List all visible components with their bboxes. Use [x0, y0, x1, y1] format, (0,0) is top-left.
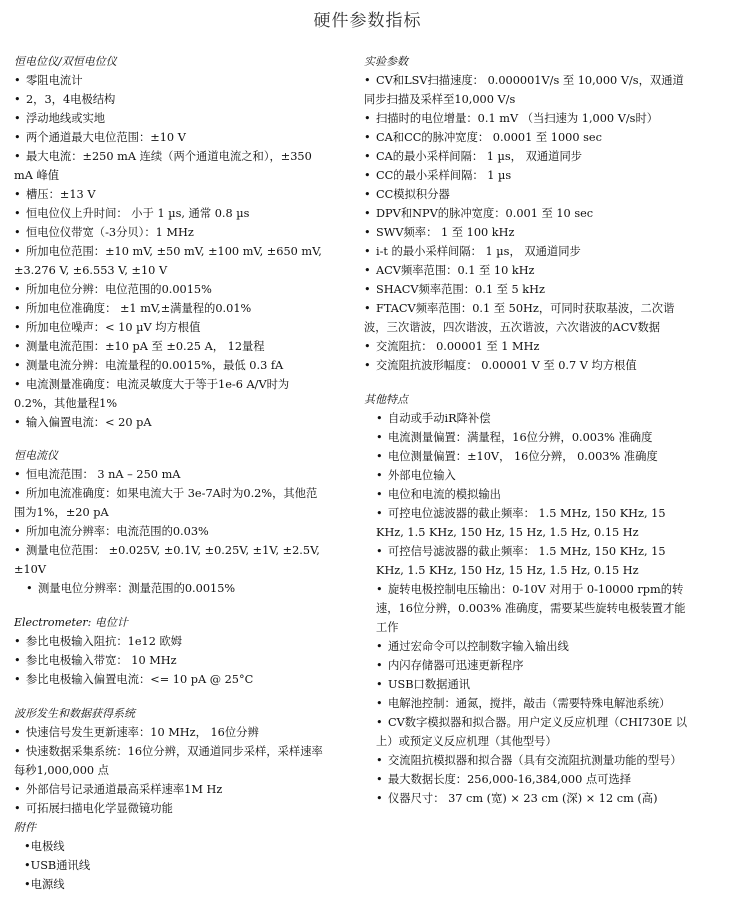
list-item: • SWV频率： 1 至 100 kHz: [364, 223, 688, 242]
list-item: • DPV和NPV的脉冲宽度：0.001 至 10 sec: [364, 204, 688, 223]
list-item: • 自动或手动iR降补偿: [364, 409, 688, 428]
list-item: • 可控信号滤波器的截止频率： 1.5 MHz, 150 KHz, 15 KHz, 1.5 KHz, 150 Hz, 15 Hz, 1.5 Hz, 0.15 Hz: [364, 542, 688, 580]
list-item: • 参比电极输入带宽： 10 MHz: [14, 651, 326, 670]
list-item: • 测量电位范围： ±0.025V, ±0.1V, ±0.25V, ±1V, ±2.5V, ±10V: [14, 541, 326, 579]
list-item: • CV数字模拟器和拟合器。用户定义反应机理（CHI730E 以上）或预定义反应机理（其他型号）: [364, 713, 688, 751]
list-item: • 所加电位噪声：< 10 µV 均方根值: [14, 318, 326, 337]
list-item: • 电解池控制：通氮，搅拌，敲击（需要特殊电解池系统）: [364, 694, 688, 713]
list-item: • 扫描时的电位增量：0.1 mV （当扫速为 1,000 V/s时）: [364, 109, 688, 128]
list-item: • 最大电流：±250 mA 连续（两个通道电流之和），±350 mA 峰值: [14, 147, 326, 185]
list-item: • 通过宏命令可以控制数字输入输出线: [364, 637, 688, 656]
section-heading-attachments: 附件: [14, 821, 36, 834]
list-item: • 浮动地线或实地: [14, 109, 326, 128]
right-column: [364, 52, 688, 808]
list-item: • 参比电极输入偏置电流：<= 10 pA @ 25°C: [14, 670, 326, 689]
list-item: • CA和CC的脉冲宽度： 0.0001 至 1000 sec: [364, 128, 688, 147]
list-item: • 恒电流范围： 3 nA – 250 mA: [14, 465, 326, 484]
list-item: • USB口数据通讯: [364, 675, 688, 694]
section-heading-electrometer: Electrometer: 电位计: [14, 616, 128, 629]
list-item: • 测量电流范围：±10 pA 至 ±0.25 A， 12量程: [14, 337, 326, 356]
list-item: • CC的最小采样间隔： 1 µs: [364, 166, 688, 185]
list-item: • 所加电位范围：±10 mV, ±50 mV, ±100 mV, ±650 mV, ±3.276 V, ±6.553 V, ±10 V: [14, 242, 326, 280]
section-heading-experiment-parameters: 实验参数: [364, 55, 408, 68]
list-item: • 交流阻抗： 0.00001 至 1 MHz: [364, 337, 688, 356]
list-item: • 仪器尺寸： 37 cm (宽) × 23 cm (深) × 12 cm (高): [364, 789, 688, 808]
list-item: • SHACV频率范围：0.1 至 5 kHz: [364, 280, 688, 299]
list-item: • CV和LSV扫描速度： 0.000001V/s 至 10,000 V/s，双通道同步扫描及采样至10,000 V/s: [364, 71, 688, 109]
list-item: • 可拓展扫描电化学显微镜功能: [14, 799, 326, 818]
list-item: • 输入偏置电流：< 20 pA: [14, 413, 326, 432]
list-item: • ACV频率范围：0.1 至 10 kHz: [364, 261, 688, 280]
list-item: • 交流阻抗模拟器和拟合器（具有交流阻抗测量功能的型号）: [364, 751, 688, 770]
list-item: • 所加电流准确度：如果电流大于 3e-7A时为0.2%，其他范围为1%，±20 pA: [14, 484, 326, 522]
list-item: • 旋转电极控制电压输出：0-10V 对用于 0-10000 rpm的转速，16位分辨，0.003% 准确度，需要某些旋转电极装置才能工作: [364, 580, 688, 637]
list-item: • 可控电位滤波器的截止频率： 1.5 MHz, 150 KHz, 15 KHz, 1.5 KHz, 150 Hz, 15 Hz, 1.5 Hz, 0.15 Hz: [364, 504, 688, 542]
list-item: • 电位和电流的模拟输出: [364, 485, 688, 504]
attachment-item: • 电极线: [14, 837, 326, 856]
section-heading-potentiostat: 恒电位仪/双恒电位仪: [14, 55, 117, 68]
list-item: • 电流测量偏置：满量程，16位分辨，0.003% 准确度: [364, 428, 688, 447]
list-item: • 电位测量偏置：±10V， 16位分辨， 0.003% 准确度: [364, 447, 688, 466]
attachment-item: • USB通讯线: [14, 856, 326, 875]
section-heading-waveform: 波形发生和数据获得系统: [14, 707, 135, 720]
list-item: • 外部电位输入: [364, 466, 688, 485]
list-item: • 外部信号记录通道最高采样速率1M Hz: [14, 780, 326, 799]
list-item: • 2，3，4电极结构: [14, 90, 326, 109]
list-item: • 恒电位仪带宽（-3分贝）：1 MHz: [14, 223, 326, 242]
list-item: • CA的最小采样间隔： 1 µs， 双通道同步: [364, 147, 688, 166]
left-column: [14, 52, 326, 894]
list-item: • CC模拟积分器: [364, 185, 688, 204]
list-item: • 内闪存储器可迅速更新程序: [364, 656, 688, 675]
list-item: • 参比电极输入阻抗：1e12 欧姆: [14, 632, 326, 651]
list-item: • i-t 的最小采样间隔： 1 µs， 双通道同步: [364, 242, 688, 261]
list-item: • 所加电位准确度： ±1 mV,±满量程的0.01%: [14, 299, 326, 318]
list-item: • FTACV频率范围：0.1 至 50Hz，可同时获取基波，二次谐波，三次谐波，四次谐波，五次谐波，六次谐波的ACV数据: [364, 299, 688, 337]
list-item: • 两个通道最大电位范围：±10 V: [14, 128, 326, 147]
section-heading-other-features: 其他特点: [364, 393, 408, 406]
list-item: • 零阻电流计: [14, 71, 326, 90]
list-item: • 测量电流分辨：电流量程的0.0015%，最低 0.3 fA: [14, 356, 326, 375]
list-item: • 快速信号发生更新速率：10 MHz， 16位分辨: [14, 723, 326, 742]
list-item: • 所加电流分辨率：电流范围的0.03%: [14, 522, 326, 541]
page-title: 硬件参数指标: [313, 11, 422, 31]
list-item: • 测量电位分辨率：测量范围的0.0015%: [14, 579, 326, 598]
section-heading-galvanostat: 恒电流仪: [14, 449, 58, 462]
list-item: • 所加电位分辨：电位范围的0.0015%: [14, 280, 326, 299]
list-item: • 电流测量准确度：电流灵敏度大于等于1e-6 A/V时为 0.2%，其他量程1%: [14, 375, 326, 413]
list-item: • 交流阻抗波形幅度： 0.00001 V 至 0.7 V 均方根值: [364, 356, 688, 375]
list-item: • 快速数据采集系统：16位分辨，双通道同步采样，采样速率每秒1,000,000 点: [14, 742, 326, 780]
attachment-item: • 电源线: [14, 875, 326, 894]
list-item: • 槽压：±13 V: [14, 185, 326, 204]
list-item: • 恒电位仪上升时间： 小于 1 µs, 通常 0.8 µs: [14, 204, 326, 223]
list-item: • 最大数据长度：256,000-16,384,000 点可选择: [364, 770, 688, 789]
